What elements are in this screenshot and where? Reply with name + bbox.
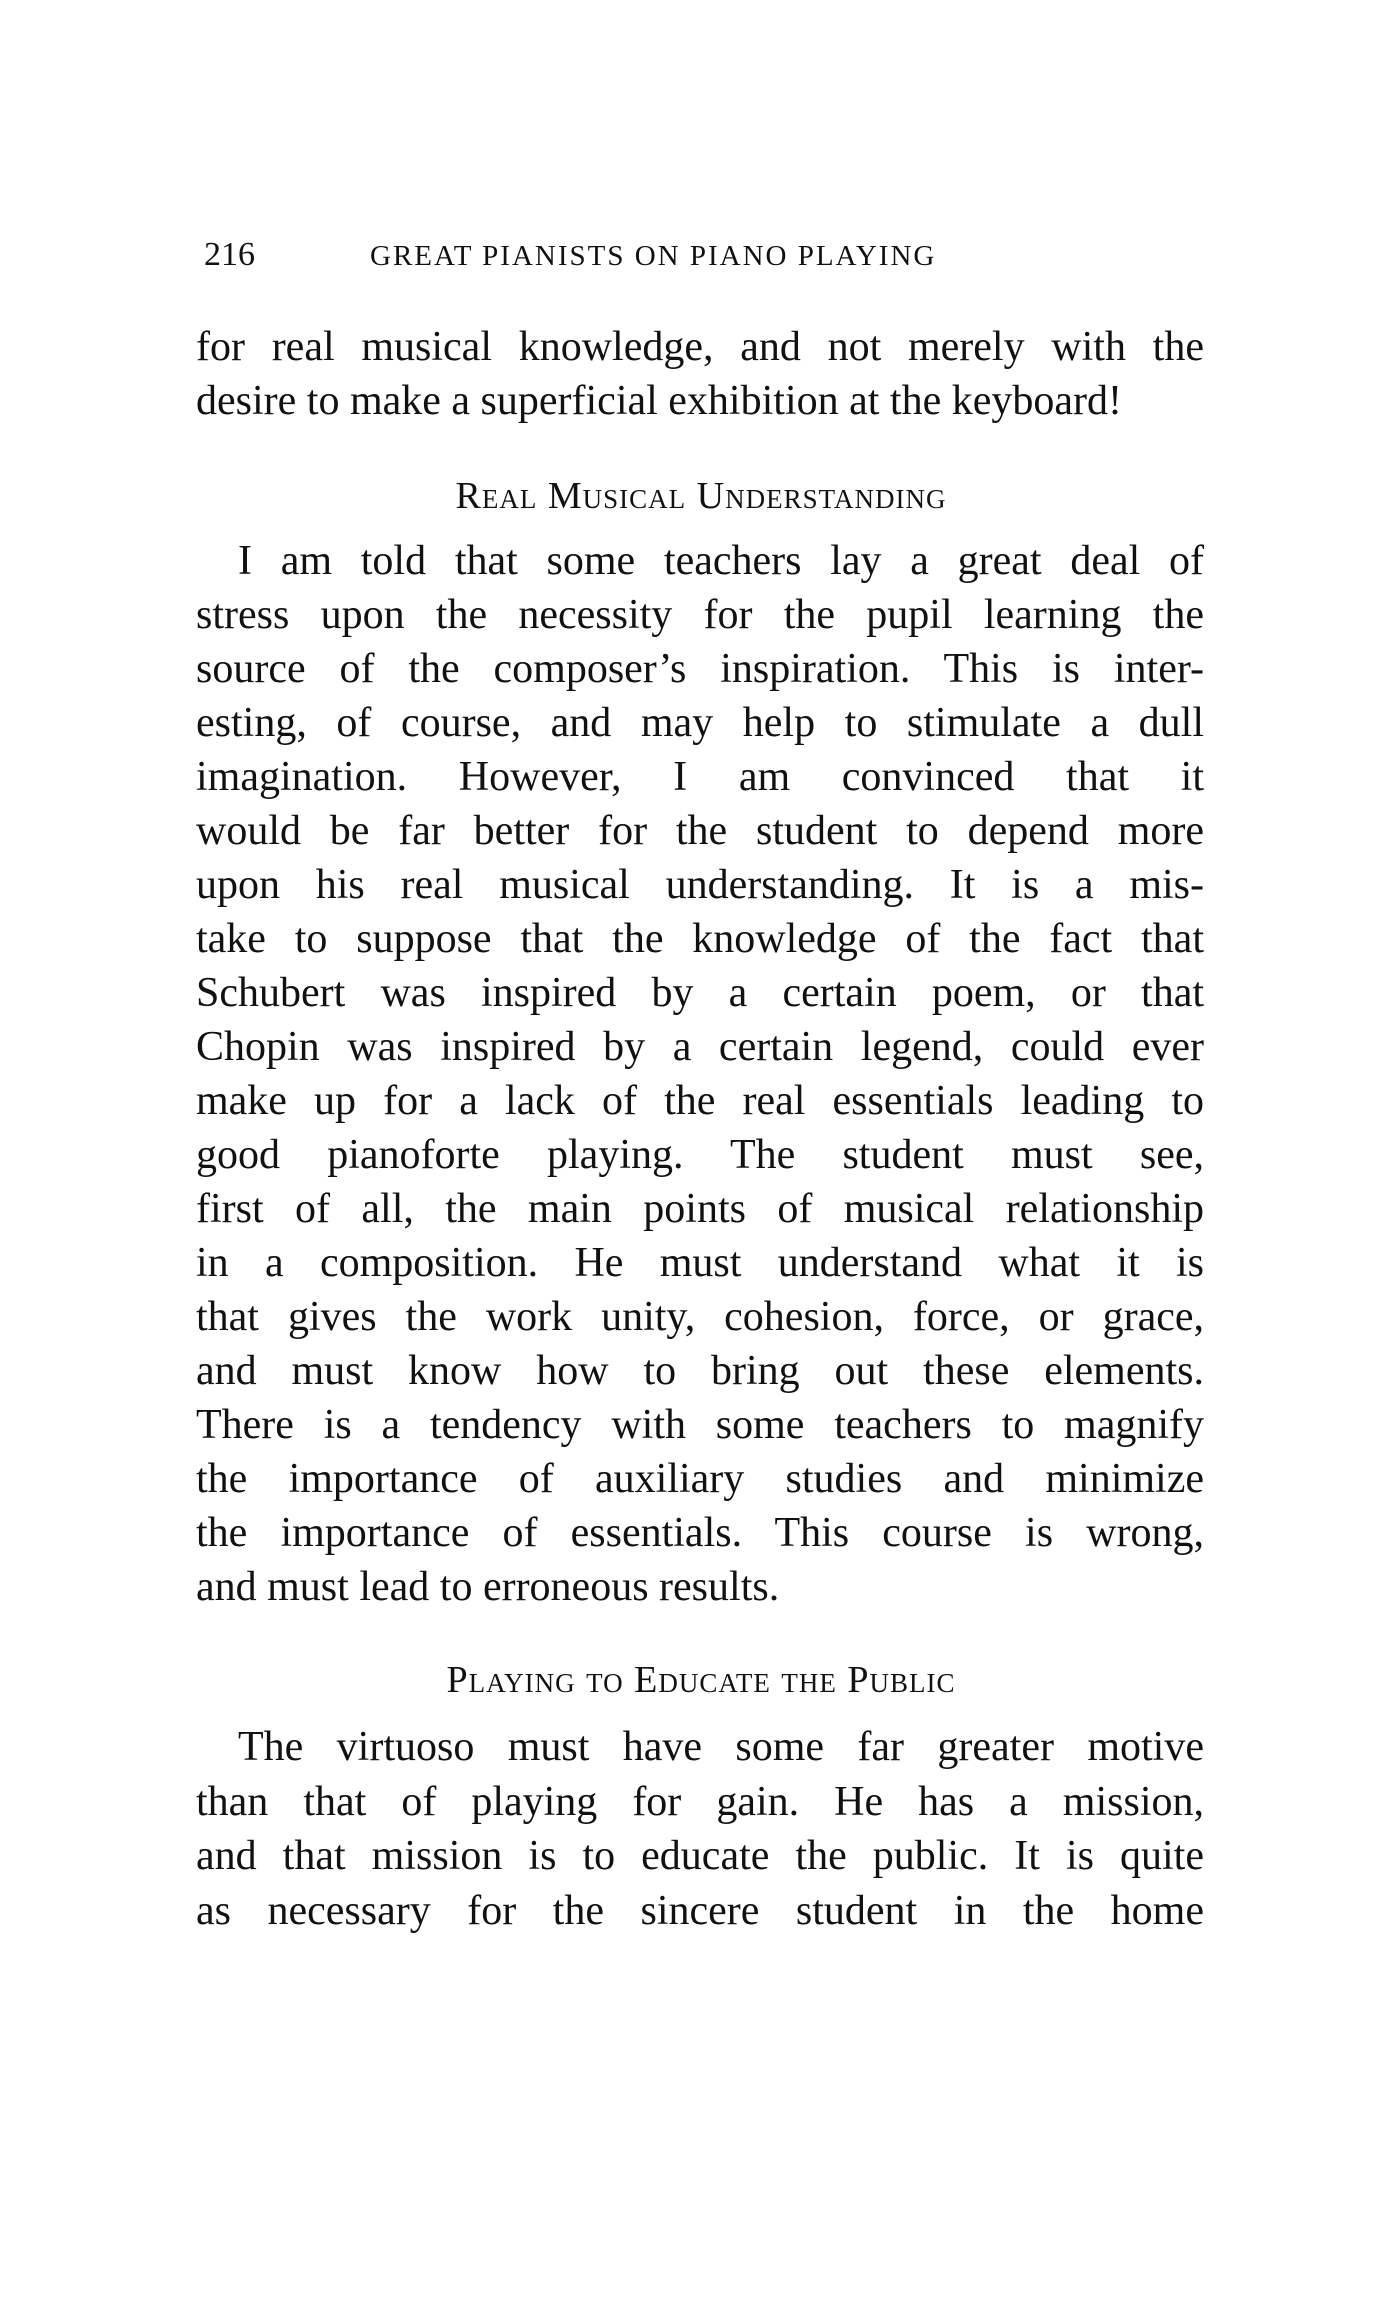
text-line: There is a tendency with some teachers to magnify [196,1402,1204,1448]
text-line: make up for a lack of the real essentials leading to [196,1078,1204,1124]
page-number: 216 [204,236,255,273]
section-heading: Real Musical Understanding [455,475,947,517]
running-title: GREAT PIANISTS ON PIANO PLAYING [370,240,937,272]
section-heading: Playing to Educate the Public [446,1659,956,1701]
text-line: and must lead to erroneous results. [196,1564,780,1610]
text-line: Chopin was inspired by a certain legend, could ever [196,1024,1204,1070]
text-line: for real musical knowledge, and not merely with the [196,324,1204,370]
continuation-paragraph [196,320,1204,428]
text-line: than that of playing for gain. He has a mission, [196,1778,1204,1825]
text-line: first of all, the main points of musical relationship [196,1186,1204,1232]
text-line: as necessary for the sincere student in the home [196,1887,1204,1934]
text-line: imagination. However, I am convinced that it [196,754,1204,800]
text-line: take to suppose that the knowledge of the fact that [196,916,1204,962]
text-line: I am told that some teachers lay a great deal of [238,538,1204,584]
text-line: and that mission is to educate the public. It is quite [196,1833,1204,1880]
text-line: good pianoforte playing. The student must see, [196,1132,1204,1178]
text-line: source of the composer’s inspiration. This is inter- [196,646,1204,692]
text-line: and must know how to bring out these elements. [196,1348,1204,1394]
section-paragraph [196,534,1204,1614]
text-line: that gives the work unity, cohesion, force, or grace, [196,1294,1204,1340]
text-line: the importance of essentials. This course is wrong, [196,1510,1204,1556]
text-line: the importance of auxiliary studies and minimize [196,1456,1204,1502]
text-line: would be far better for the student to depend more [196,808,1204,854]
text-line: Schubert was inspired by a certain poem, or that [196,970,1204,1016]
text-line: esting, of course, and may help to stimulate a dull [196,700,1204,746]
text-line: stress upon the necessity for the pupil learning the [196,592,1204,638]
text-line: desire to make a superficial exhibition at the keyboard! [196,378,1122,424]
text-line: The virtuoso must have some far greater motive [238,1724,1204,1770]
section-paragraph [196,1720,1204,1938]
text-line: upon his real musical understanding. It is a mis- [196,862,1204,908]
text-line: in a composition. He must understand what it is [196,1240,1204,1286]
